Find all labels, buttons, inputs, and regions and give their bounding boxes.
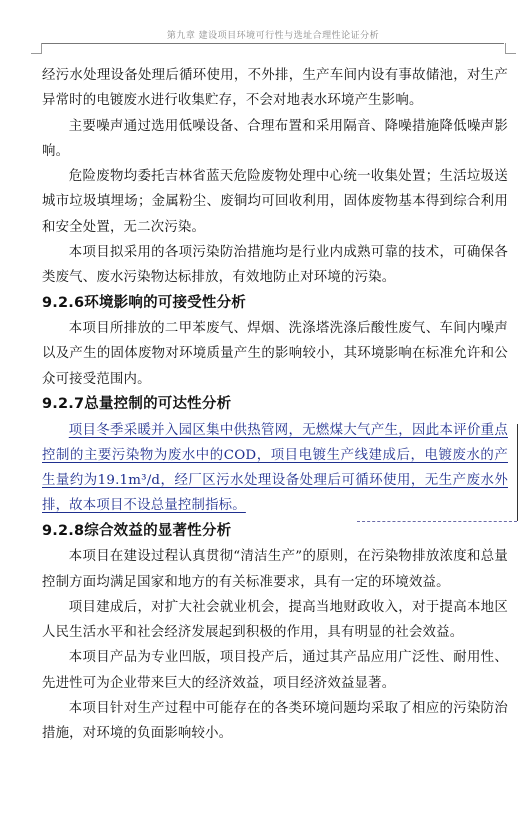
paragraph: 项目建成后，对扩大社会就业机会，提高当地财政收入，对于提高本地区人民生活水平和社会经济发展起到积极的作用，具有明显的社会效益。: [42, 599, 508, 641]
tracked-change-paragraph[interactable]: 项目冬季采暖并入园区集中供热管网，无燃煤大气产生，因此本评价重点控制的主要污染物为废水中的COD，项目电镀生产线建成后，电镀废水的产生量约为19.1m³/d，经厂区污水处理设备处理后可循环使用，无生产废水外排，故本项目不设总量控制指标。: [42, 422, 508, 514]
paragraph: 危险废物均委托吉林省蓝天危险废物处理中心统一收集处置；生活垃圾送城市垃圾填埋场；金属粉尘、废铜均可回收利用，固体废物基本得到综合利用和安全处置，无二次污染。: [42, 169, 508, 235]
paragraph: 经污水处理设备处理后循环使用，不外排，生产车间内设有事故储池，对生产异常时的电镀废水进行收集贮存，不会对地表水环境产生影响。: [42, 68, 508, 109]
paragraph: 主要噪声通过选用低噪设备、合理布置和采用隔音、降噪措施降低噪声影响。: [42, 118, 508, 159]
change-underline-dash: [357, 521, 517, 522]
header-rule: [42, 43, 504, 44]
page-header: 第九章 建设项目环境可行性与选址合理性论证分析: [166, 31, 380, 41]
paragraph: 本项目在建设过程认真贯彻“清洁生产”的原则，在污染物排放浓度和总量控制方面均满足国家和地方的有关标准要求，具有一定的环境效益。: [42, 549, 508, 590]
paragraph: 本项目所排放的二甲苯废气、焊烟、洗涤塔洗涤后酸性废气、车间内噪声以及产生的固体废物对环境质量产生的影响较小，其环境影响在标准允许和公众可接受范围内。: [42, 321, 508, 387]
crop-mark-top-right: [505, 43, 516, 54]
paragraph: 本项目产品为专业凹版，项目投产后，通过其产品应用广泛性、耐用性、先进性可为企业带来巨大的经济效益，项目经济效益显著。: [42, 650, 508, 691]
section-heading-926: 9.2.6环境影响的可接受性分析: [42, 294, 246, 311]
paragraph: 本项目针对生产过程中可能存在的各类环境问题均采取了相应的污染防治措施，对环境的负面影响较小。: [42, 701, 508, 742]
paragraph: 本项目拟采用的各项污染防治措施均是行业内成熟可靠的技术，可确保各类废气、废水污染物达标排放，有效地防止对环境的污染。: [42, 245, 508, 286]
section-heading-928: 9.2.8综合效益的显著性分析: [42, 522, 232, 539]
document-body: [42, 63, 508, 747]
section-heading-927: 9.2.7总量控制的可达性分析: [42, 396, 232, 413]
change-bar: [517, 424, 518, 521]
crop-mark-top-left: [31, 43, 42, 54]
